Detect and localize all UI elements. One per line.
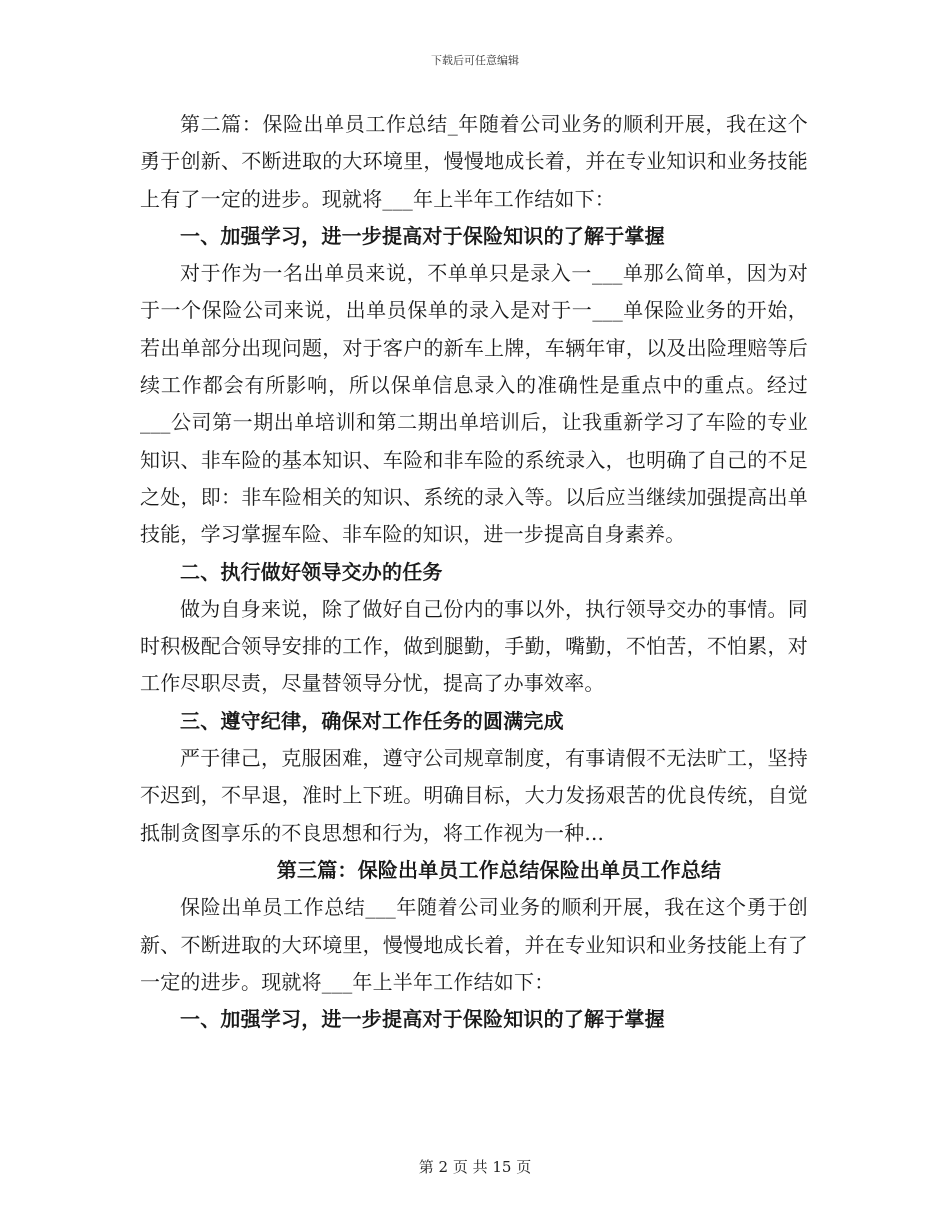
document-body [140, 106, 808, 1038]
section-heading: 三、遵守纪律，确保对工作任务的圆满完成 [180, 708, 564, 733]
section-heading: 一、加强学习，进一步提高对于保险知识的了解于掌握 [180, 1007, 665, 1032]
paragraph: 保险出单员工作总结___年随着公司业务的顺利开展，我在这个勇于创新、不断进取的大环境里，慢慢地成长着，并在专业知识和业务技能上有了一定的进步。现就将___年上半年工作结如下： [140, 895, 808, 994]
paragraph: 第二篇：保险出单员工作总结_年随着公司业务的顺利开展，我在这个勇于创新、不断进取的大环境里，慢慢地成长着，并在专业知识和业务技能上有了一定的进步。现就将___年上半年工作结如下： [140, 112, 808, 211]
paragraph: 做为自身来说，除了做好自己份内的事以外，执行领导交办的事情。同时积极配合领导安排的工作，做到腿勤，手勤，嘴勤，不怕苦，不怕累，对工作尽职尽责，尽量替领导分忧，提高了办事效率。 [140, 596, 808, 696]
page-header: 下载后可任意编辑 [431, 54, 519, 67]
chapter-title: 第三篇：保险出单员工作总结保险出单员工作总结 [276, 857, 722, 882]
section-heading: 一、加强学习，进一步提高对于保险知识的了解于掌握 [180, 223, 665, 248]
page-number: 第 2 页 共 15 页 [418, 1158, 532, 1176]
section-heading: 二、执行做好领导交办的任务 [180, 559, 443, 584]
paragraph: 严于律己，克服困难，遵守公司规章制度，有事请假不无法旷工，坚持不迟到，不早退，准时上下班。明确目标，大力发扬艰苦的优良传统，自觉抵制贪图享乐的不良思想和行为，将工作视为一种... [140, 746, 808, 845]
paragraph: 对于作为一名出单员来说，不单单只是录入一___单那么简单，因为对于一个保险公司来说，出单员保单的录入是对于一___单保险业务的开始，若出单部分出现问题，对于客户的新车上牌，车辆年审，以及出险理赔等后续工作都会有所影响，所以保单信息录入的准确性是重点中的重点。经过___公司第一期出单培训和第二期出单培训后，让我重新学习了车险的专业知识、非车险的基本知识、车险和非车险的系统录入，也明确了自己的不足之处，即：非车险相关的知识、系统的录入等。以后应当继续加强提高出单技能，学习掌握车险、非车险的知识，进一步提高自身素养。 [140, 261, 808, 547]
